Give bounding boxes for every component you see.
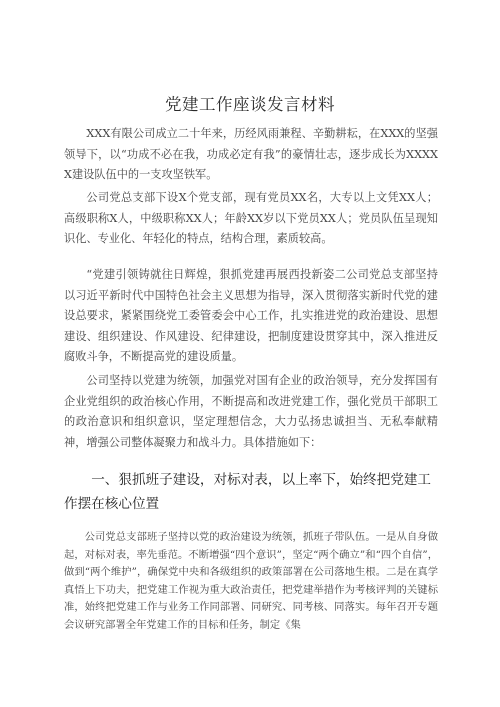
document-title: 党建工作座谈发言材料 bbox=[165, 95, 335, 114]
paragraph-intro: XXX有限公司成立二十年来，历经风雨兼程、辛勤耕耘，在XXX的坚强领导下，以“功成不必在我，功成必定有我”的豪情壮志，逐步成长为XXXXX建设队伍中的一支攻坚铁军。 bbox=[64, 127, 438, 182]
paragraph-membership: 公司党总支部下设X个党支部，现有党员XX名，大专以上文凭XX人；高级职称X人，中级职称XX人；年龄XX岁以下党员XX人；党员队伍呈现知识化、专业化、年轻化的特点，结构合理，素质较高。 bbox=[64, 191, 438, 246]
paragraph-guidance: “党建引领铸就往日辉煌，狠抓党建再展西投新姿二公司党总支部坚持以习近平新时代中国特色社会主义思想为指导，深入贯彻落实新时代党的建设总要求，紧紧围绕党工委管委会中心工作，扎实推进党的政治建设、思想建设、组织建设、作风建设、纪律建设，把制度建设贯穿其中，深入推进反腐败斗争，不断提高党的建设质量。 bbox=[64, 268, 438, 364]
paragraph-measures: 公司坚持以党建为统领，加强党对国有企业的政治领导，充分发挥国有企业党组织的政治核心作用，不断提高和改进党建工作，强化党员干部职工的政治意识和组织意识，坚定理想信念，大力弘扬忠诚担当、无私奉献精神，增强公司整体凝聚力和战斗力。具体措施如下： bbox=[64, 374, 438, 449]
section-paragraph: 公司党总支部班子坚持以党的政治建设为统领，抓班子带队伍。一是从自身做起，对标对表，率先垂范。不断增强“四个意识”，坚定“两个确立”和“四个自信”，做到“两个维护”，确保党中央和各级组织的政策部署在公司落地生根。二是在真学真悟上下功夫，把党建工作视为重大政治责任，把党建举措作为考核评判的关键标准，始终把党建工作与业务工作同部署、同研究、同考核、同落实。每年召开专题会议研究部署全年党建工作的目标和任务，制定《集 bbox=[64, 531, 438, 631]
section-heading: 一、狠抓班子建设，对标对表，以上率下，始终把党建工作摆在核心位置 bbox=[64, 472, 432, 512]
